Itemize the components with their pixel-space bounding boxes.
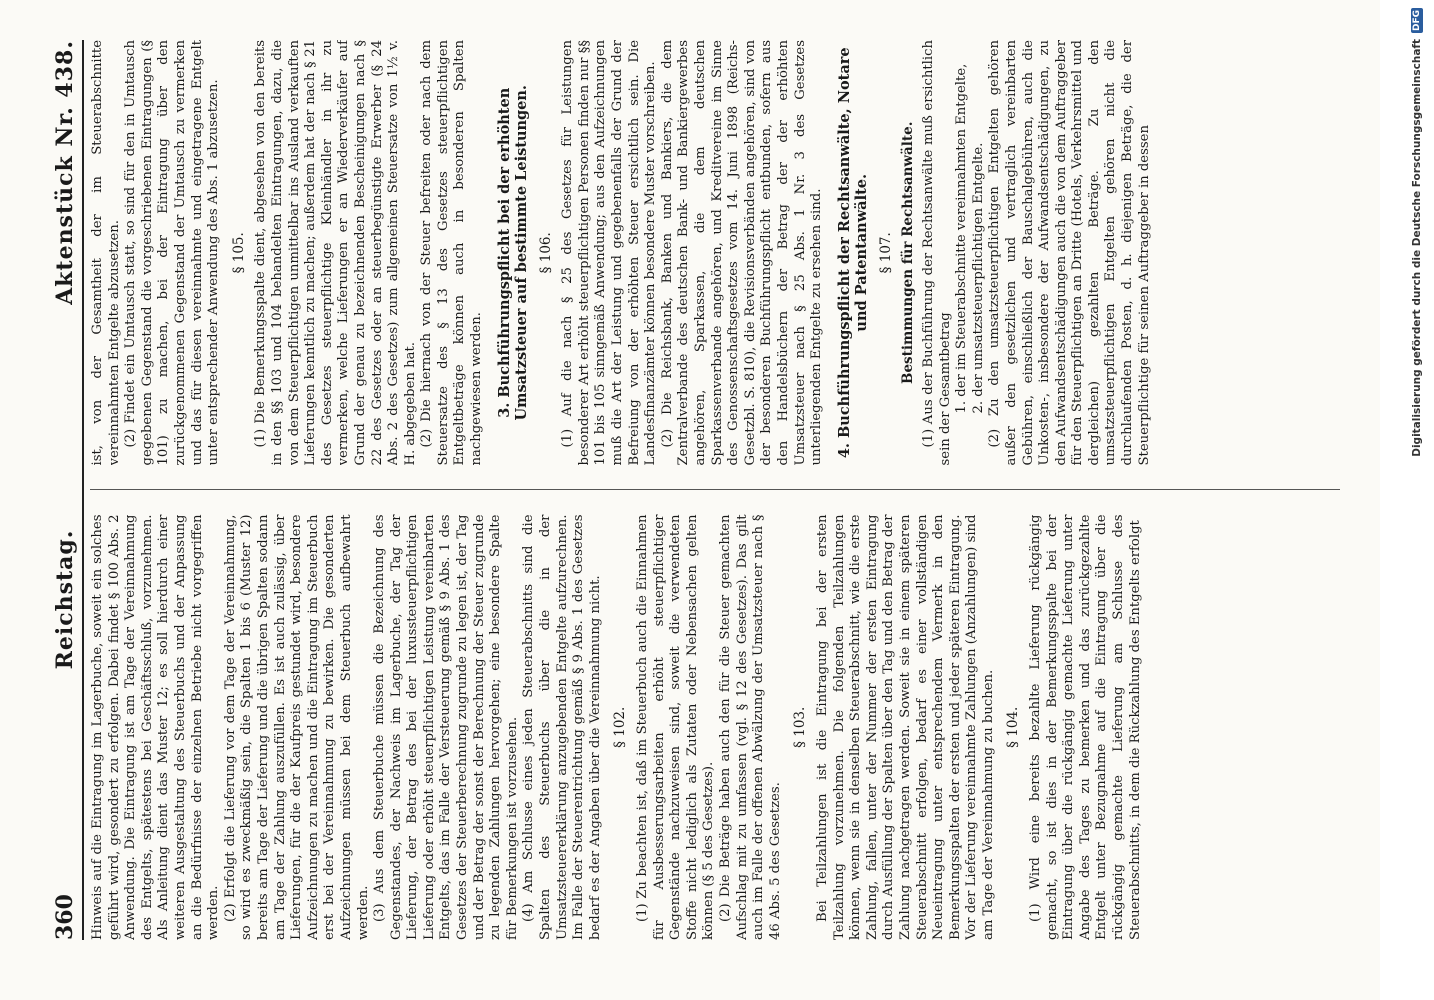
section-heading: § 102. (612, 706, 629, 748)
document-number: Aktenstück Nr. 438. (52, 40, 78, 305)
section-heading: § 104. (1005, 706, 1022, 748)
paragraph: (2) Die Reichsbank, Banken und Bankiers, die dem Zentralverbande des deutschen Bank- und Bankiergewerbes angehören, Sparkassen, die dem deutschen Sparkassenverbande angehören, und Kreditvereine im Sinne des Genossenschaftsgesetzes vom 14. Juni 1898 (Reichs-Gesetzbl. S. 810), die Revisionsverbänden angehören, sind von der besonderen Buchführungspflicht entbunden, sofern aus den Handelsbüchern der Betrag der der erhöhten Umsatzsteuer nach § 25 Abs. 1 Nr. 3 des Gesetzes unterliegenden Entgelte zu ersehen sind. (659, 40, 825, 466)
paragraph: (2) Findet ein Umtausch statt, so sind für den in Umtausch gegebenen Gegenstand die vorgeschriebenen Eintragungen (§ 101) zu machen, bei der Eintragung über den zurückgenommenen Gegenstand der Umtausch zu vermerken und das für diesen vereinnahmte und eingetragene Entgelt unter entsprechender Anwendung des Abs. 1 abzusetzen. (123, 40, 222, 466)
digitization-credit (1406, 8, 1428, 992)
publication-title: Reichstag. (52, 529, 78, 670)
section-heading: § 103. (792, 706, 809, 748)
paragraph: (2) Die hiernach von der Steuer befreiten oder nach dem Steuersatze des § 13 des Gesetzes steuerpflichtigen Entgeltbeträge können auch in besonderen Spalten nachgewiesen werden. (419, 40, 485, 466)
column-right (90, 40, 1340, 466)
column-left (90, 515, 1340, 941)
paragraph: (1) Aus der Buchführung der Rechtsanwälte muß ersichtlich sein der Gesamtbetrag (920, 40, 953, 466)
column-divider (90, 490, 1340, 491)
dfg-logo: DFG (1412, 10, 1422, 32)
section-heading: § 107. (877, 232, 894, 274)
list-item: 1. der im Steuerabschnitte vereinnahmten Entgelte, (954, 63, 970, 414)
paragraph: (1) Wird eine bereits bezahlte Lieferung rückgängig gemacht, so ist dies in der Bemerkungsspalte bei der Eintragung über die rückgängig gemachte Lieferung unter Angabe des Tages zu bemerken und das zurückgezahlte Entgelt unter Bezugnahme auf die Eintragung über die rückgängig gemachte Lieferung am Schlusse des Steuerabschnitts, in dem die Rückzahlung des Entgelts erfolgt (1028, 514, 1143, 940)
paragraph: (4) Am Schlusse eines jeden Steuerabschnitts sind die Spalten des Steuerbuchs über die in der Umsatzsteuererklärung anzugebenden Entgelte aufzurechnen. Im Falle der Steuerentrichtung gemäß § 9 Abs. 1 des Gesetzes bedarf es der Angaben über die Vereinnahmung nicht. (521, 514, 603, 940)
paragraph: (2) Erfolgt die Lieferung vor dem Tage der Vereinnahmung, so wird es zweckmäßig sein, die Spalten 1 bis 6 (Muster 12) bereits am Tage der Lieferung und die übrigen Spalten sodann am Tage der Zahlung auszufüllen. Es ist auch zulässig, über Lieferungen, für die der Kaufpreis gestundet wird, besondere Aufzeichnungen zu machen und die Eintragung im Steuerbuch erst bei der Vereinnahmung zu bewirken. Die gesonderten Aufzeichnungen müssen bei dem Steuerbuch aufbewahrt werden. (222, 514, 371, 940)
subsection-heading: Bestimmungen für Rechtsanwälte. (900, 121, 917, 384)
text-columns (90, 40, 1340, 940)
paragraph: ist, von der Gesamtheit der im Steuerabschnitte vereinnahmten Entgelte abzusetzen. (90, 40, 122, 466)
paragraph: Bei Teilzahlungen ist die Eintragung bei der ersten Teilzahlung vorzunehmen. Die folgenden Teilzahlungen können, wenn sie in denselben Steuerabschnitt, wie die erste Zahlung, fallen, unter der Nummer der ersten Eintragung durch Ausfüllung der Spalten über den Tag und den Betrag der Zahlung nachgetragen werden. Soweit sie in einem späteren Steuerabschnitt erfolgen, bedarf es einer vollständigen Neueintragung unter entsprechendem Vermerk in den Bemerkungsspalten der ersten und jeder späteren Eintragung. Vor der Lieferung vereinnahmte Zahlungen (Anzahlungen) sind am Tage der Vereinnahmung zu buchen. (814, 514, 996, 940)
paragraph: (1) Die Bemerkungsspalte dient, abgesehen von den bereits in den §§ 103 und 104 behandelten Eintragungen, dazu, die von dem Steuerpflichtigen unmittelbar ins Ausland verkauften Lieferungen kenntlich zu machen; außerdem hat der nach § 21 des Gesetzes steuerpflichtige Kleinhändler in ihr zu vermerken, welche Lieferungen er an Wiederverkäufer auf Grund der genau zu bezeichnenden Bescheinigungen nach § 22 des Gesetzes oder an steuerbegünstigte Erwerber (§ 24 Abs. 2 des Gesetzes) zum allgemeinen Steuersatze von 1½ v. H. abgegeben hat. (253, 40, 418, 466)
paragraph: (1) Zu beachten ist, daß im Steuerbuch auch die Einnahmen für Ausbesserungsarbeiten erhöht steuerpflichtiger Gegenstände nachzuweisen sind, soweit die verwendeten Stoffe nicht lediglich als Zutaten oder Nebensachen gelten können (§ 5 des Gesetzes). (635, 514, 717, 940)
chapter-heading: 4. Buchführungspflicht der Rechtsanwälte, Notare und Patentanwälte. (835, 47, 870, 459)
credit-text: Digitalisierung gefördert durch die Deutsche Forschungsgemeinschaft (1411, 39, 1423, 457)
section-heading: § 106. (537, 232, 554, 274)
paragraph: (2) Zu den umsatzsteuerpflichtigen Entgelten gehören außer den gesetzlichen und vertraglich vereinbarten Gebühren, einschließlich der Bauschalgebühren, auch die Unkosten-, insbesondere der Aufwandsentschädigungen, zu den Aufwandsentschädigungen auch die von dem Auftraggeber für den Steuerpflichtigen an Dritte (Hotels, Verkehrsmittel und dergleichen) gezahlten Beträge. Zu den umsatzsteuerpflichtigen Entgelten gehören nicht die durchlaufenden Posten, d. h. diejenigen Beträge, die der Steuerpflichtige für seinen Auftraggeber in dessen (987, 40, 1152, 466)
paragraph: Hinweis auf die Eintragung im Lagerbuche, soweit ein solches geführt wird, gesondert zu erfolgen. Dabei findet § 100 Abs. 2 Anwendung. Die Eintragung ist am Tage der Vereinnahmung des Entgelts, spätestens bei Geschäftsschluß, vorzunehmen. Als Anleitung dient das Muster 12; es soll hierdurch einer weiteren Ausgestaltung des Steuerbuchs und der Anpassung an die Bedürfnisse der einzelnen Betriebe nicht vorgegriffen werden. (90, 514, 222, 940)
paragraph: (1) Auf die nach § 25 des Gesetzes für Leistungen besonderer Art erhöht steuerpflichtigen Personen finden nur §§ 101 bis 105 sinngemäß Anwendung; aus den Aufzeichnungen muß die Art der Leistung und gegebenenfalls der Grund der Befreiung von der erhöhten Steuer ersichtlich sein. Die Landesfinanzämter können besondere Muster vorschreiben. (560, 40, 659, 466)
paragraph: (3) Aus dem Steuerbuche müssen die Bezeichnung des Gegenstandes, der Nachweis im Lagerbuche, der Tag der Lieferung, der Betrag des bei der luxussteuerpflichtigen Lieferung oder erhöht steuerpflichtigen Leistung vereinbarten Entgelts, das im Falle der Versteuerung gemäß § 9 Abs. 1 des Gesetzes der Steuerberechnung zugrunde zu legen ist, der Tag und der Betrag der sonst der Berechnung der Steuer zugrunde zu legenden Zahlungen hervorgehen; eine besondere Spalte für Bemerkungen ist vorzusehen. (372, 514, 520, 940)
page-number: 360 (52, 894, 78, 940)
page-header (42, 40, 84, 940)
chapter-heading: 3. Buchführungspflicht bei der erhöhten Umsatzsteuer auf bestimmte Leistungen. (495, 85, 530, 421)
list-item: 2. der umsatzsteuerpflichtigen Entgelte. (970, 142, 986, 414)
paragraph: (2) Die Beträge haben auch den für die Steuer gemachten Aufschlag mit zu umfassen (vgl. § 12 des Gesetzes). Das gilt auch im Falle der offenen Abwälzung der Umsatzsteuer nach § 46 Abs. 5 des Gesetzes. (717, 514, 783, 940)
section-heading: § 105. (230, 232, 247, 274)
